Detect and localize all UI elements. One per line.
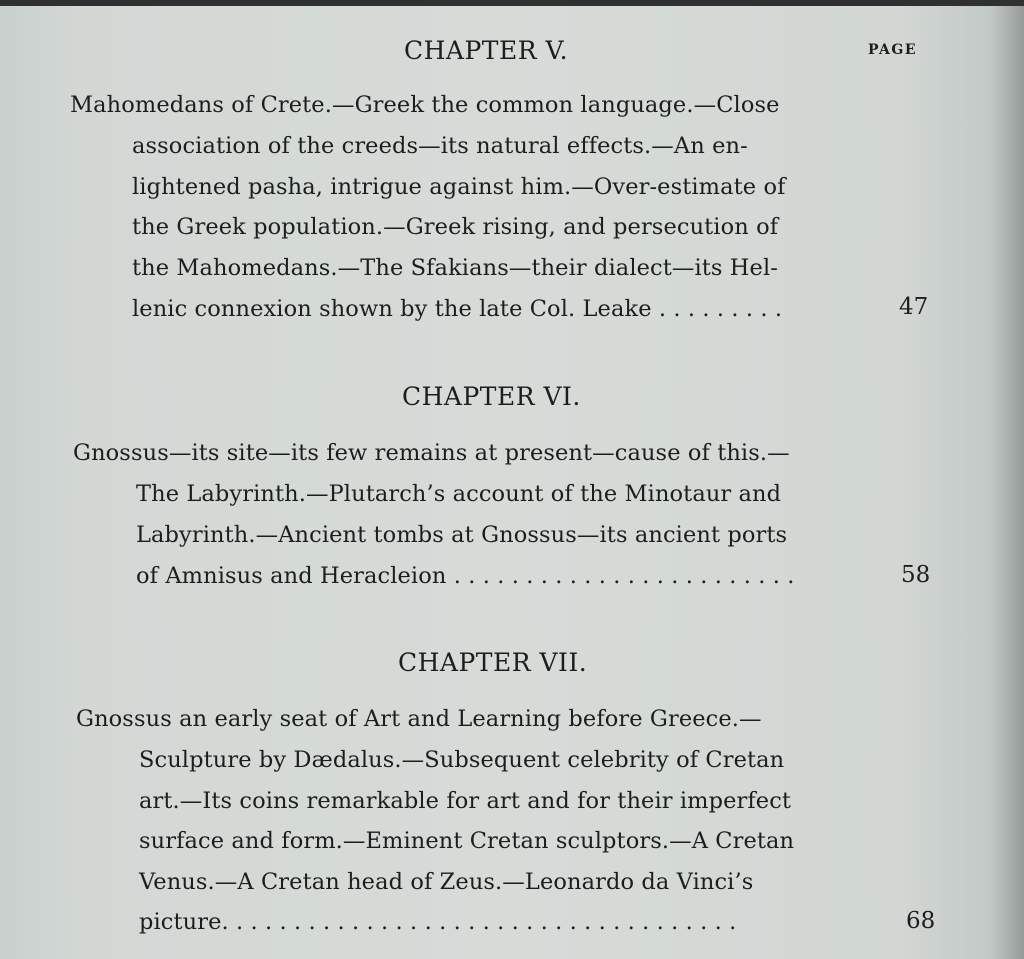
- chapter-title: CHAPTER V.: [404, 36, 569, 65]
- toc-line: lenic connexion shown by the late Col. Leake . . . . . . . . .: [132, 296, 783, 322]
- toc-line: art.—Its coins remarkable for art and for their imperfect: [139, 788, 792, 814]
- toc-line: Venus.—A Cretan head of Zeus.—Leonardo da Vinci’s: [139, 869, 754, 895]
- toc-line: the Greek population.—Greek rising, and persecution of: [132, 214, 779, 240]
- toc-line: Sculpture by Dædalus.—Subsequent celebrity of Cretan: [139, 747, 785, 773]
- page-column-label: PAGE: [868, 42, 917, 58]
- toc-line: lightened pasha, intrigue against him.—Over-estimate of: [132, 174, 786, 200]
- page-number: 47: [899, 294, 929, 320]
- toc-line: of Amnisus and Heracleion . . . . . . . . . . . . . . . . . . . . . . . .: [136, 563, 795, 589]
- page-number: 58: [901, 562, 931, 588]
- page-gutter-shadow: [990, 6, 1024, 959]
- toc-line: picture. . . . . . . . . . . . . . . . . . . . . . . . . . . . . . . . . . . .: [139, 909, 737, 935]
- toc-line: Labyrinth.—Ancient tombs at Gnossus—its ancient ports: [136, 522, 788, 548]
- page-number: 68: [906, 908, 936, 934]
- toc-line: Gnossus—its site—its few remains at present—cause of this.—: [73, 440, 790, 466]
- toc-line: Mahomedans of Crete.—Greek the common language.—Close: [70, 92, 780, 118]
- toc-line: the Mahomedans.—The Sfakians—their dialect—its Hel-: [132, 255, 778, 281]
- book-page: [0, 6, 1024, 959]
- toc-line: The Labyrinth.—Plutarch’s account of the Minotaur and: [136, 481, 782, 507]
- toc-line: surface and form.—Eminent Cretan sculptors.—A Cretan: [139, 828, 795, 854]
- toc-line: association of the creeds—its natural effects.—An en-: [132, 133, 748, 159]
- toc-line: Gnossus an early seat of Art and Learning before Greece.—: [76, 706, 762, 732]
- chapter-title: CHAPTER VII.: [398, 648, 588, 677]
- chapter-title: CHAPTER VI.: [402, 382, 581, 411]
